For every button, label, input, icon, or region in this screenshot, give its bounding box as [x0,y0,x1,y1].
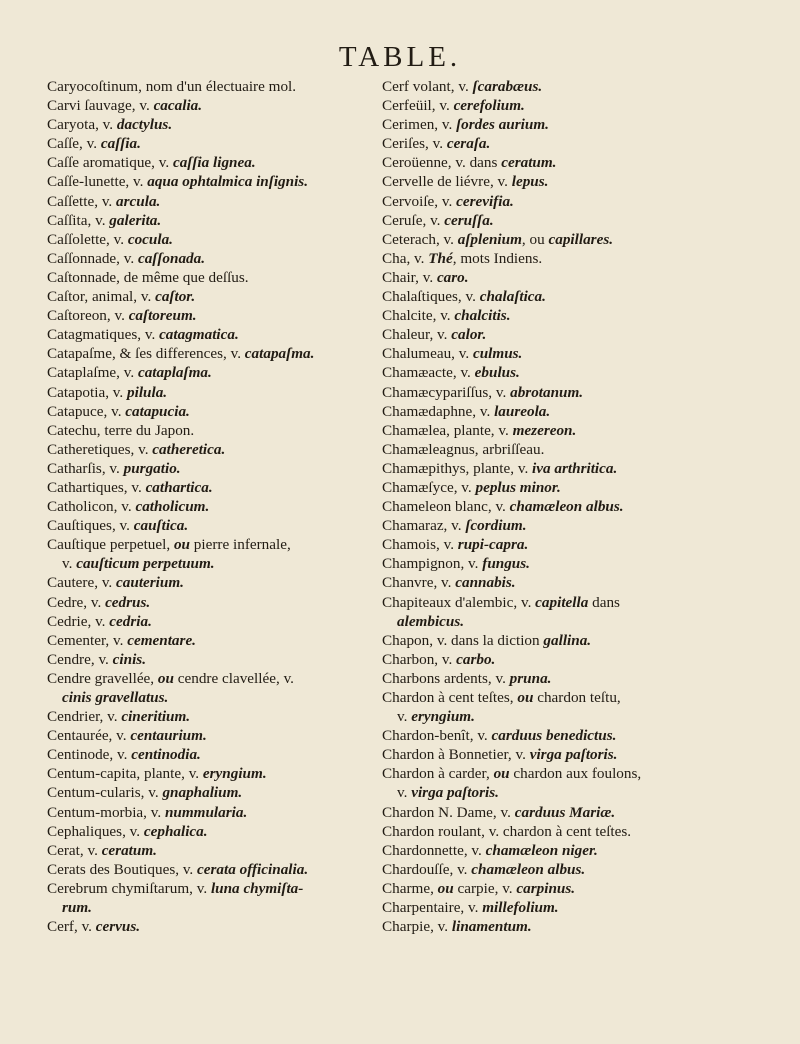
index-entry: Caſſe, v. caſſia. [47,135,141,153]
index-entry: Chamæacte, v. ebulus. [382,364,520,382]
index-entry: Cervelle de liévre, v. lepus. [382,173,549,191]
index-entry: cinis gravellatus. [62,689,169,706]
index-entry: Centaurée, v. centaurium. [47,727,207,745]
index-entry: Centinode, v. centinodia. [47,746,201,764]
index-entry: Cervoiſe, v. cerevifia. [382,192,514,210]
index-entry: Catapaſme, & ſes differences, v. catapaſma. [47,345,315,363]
index-entry: Caſtor, animal, v. caſtor. [47,288,196,306]
index-entry: Charbon, v. carbo. [382,650,496,668]
index-column-right [382,77,712,936]
index-entry: v. eryngium. [397,708,475,726]
index-entry: Cerebrum chymiſtarum, v. luna chymiſta- [47,879,304,897]
index-entry: Chapon, v. dans la diction gallina. [382,631,592,649]
index-entry: Cendre, v. cinis. [47,650,146,668]
index-entry: Chardon N. Dame, v. carduus Mariæ. [382,803,616,821]
index-entry: Charme, ou carpie, v. carpinus. [382,879,576,897]
index-entry: Cedre, v. cedrus. [47,593,151,611]
index-entry: Chameleon blanc, v. chamæleon albus. [382,498,624,516]
index-entry: Cerimen, v. ſordes aurium. [382,116,549,134]
page-title: TABLE. [338,41,462,73]
index-entry: Catholicon, v. catholicum. [47,498,210,516]
index-entry: Cerfeüil, v. cerefolium. [382,97,525,115]
index-entry: Cerat, v. ceratum. [47,841,157,859]
index-entry: Chardouſſe, v. chamæleon albus. [382,860,586,878]
index-entry: Chardonnette, v. chamæleon niger. [382,841,598,859]
index-entry: Chamædaphne, v. laureola. [382,402,551,420]
index-entry: Caſſette, v. arcula. [47,192,161,210]
index-entry: Centum-capita, plante, v. eryngium. [47,765,267,783]
index-entry: Caryocoſtinum, nom d'un électuaire mol. [47,78,297,95]
index-entry: Caryota, v. dactylus. [47,116,173,134]
index-entry: Cementer, v. cementare. [47,631,196,649]
index-entry: Cataplaſme, v. cataplaſma. [47,364,212,382]
index-entry: rum. [62,899,92,917]
index-entry: Catechu, terre du Japon. [47,421,195,439]
index-entry: Centum-morbia, v. nummularia. [47,803,248,821]
index-entry: Caſſe-lunette, v. aqua ophtalmica inſignis. [47,173,309,191]
index-entry: Champignon, v. fungus. [382,555,530,573]
index-entry: Catharſis, v. purgatio. [47,459,181,477]
index-entry: Catheretiques, v. catheretica. [47,440,226,458]
index-entry: Chardon à Bonnetier, v. virga paſtoris. [382,746,618,764]
index-entry: Caſſita, v. galerita. [47,211,162,229]
index-entry: Caſſe aromatique, v. caſſia lignea. [47,154,256,172]
index-entry: Chanvre, v. cannabis. [382,574,516,592]
index-entry: Charpentaire, v. millefolium. [382,899,559,917]
index-entry: Cendrier, v. cineritium. [47,708,191,726]
index-entry: Ceterach, v. aſplenium, ou capillares. [382,230,614,248]
index-entry: Catapuce, v. catapucia. [47,402,190,420]
index-entry: Chaleur, v. calor. [382,326,487,344]
index-entry: Catapotia, v. pilula. [47,383,168,401]
index-entry: Chalaſtiques, v. chalaſtica. [382,288,546,306]
index-entry: Cerats des Boutiques, v. cerata officinalia. [47,860,309,878]
index-entry: Chamæpithys, plante, v. iva arthritica. [382,459,618,477]
index-entry: Caſtonnade, de même que deſſus. [47,268,249,286]
index-entry: Chamæſyce, v. peplus minor. [382,478,561,496]
index-entry: Chair, v. caro. [382,268,469,286]
index-entry: Cha, v. Thé, mots Indiens. [382,249,543,267]
index-entry: Chardon à carder, ou chardon aux foulons, [382,765,642,783]
index-entry: Chamaraz, v. ſcordium. [382,517,527,535]
index-entry: Ceriſes, v. ceraſa. [382,135,491,153]
index-entry: Cerf volant, v. ſcarabæus. [382,78,543,95]
index-column-left [47,77,372,936]
index-entry: Chamæcypariſſus, v. abrotanum. [382,383,584,401]
index-entry: Charbons ardents, v. pruna. [382,669,552,687]
index-entry: Cendre gravellée, ou cendre clavellée, v. [47,669,294,687]
index-entry: Caſtoreon, v. caſtoreum. [47,307,197,325]
index-entry: Caſſonnade, v. caſſonada. [47,249,206,267]
index-entry: Chamois, v. rupi-capra. [382,536,529,554]
index-entry: Charpie, v. linamentum. [382,918,532,936]
index-entry: Centum-cularis, v. gnaphalium. [47,784,243,802]
index-entry: Chamælea, plante, v. mezereon. [382,421,577,439]
index-entry: Chardon à cent teſtes, ou chardon teſtu, [382,689,621,706]
index-entry: Cathartiques, v. cathartica. [47,478,213,496]
index-entry: Cerf, v. cervus. [47,918,141,936]
index-entry: Chamæleagnus, arbriſſeau. [382,440,545,458]
index-entry: Chapiteaux d'alembic, v. capitella dans [382,593,620,611]
index-entry: Chalcite, v. chalcitis. [382,307,511,325]
index-entry: v. cauſticum perpetuum. [62,555,215,573]
index-entry: Ceroüenne, v. dans ceratum. [382,154,557,172]
index-entry: Carvi ſauvage, v. cacalia. [47,97,203,115]
index-entry: Chalumeau, v. culmus. [382,345,523,363]
index-entry: Cedrie, v. cedria. [47,612,152,630]
index-entry: Cauſtiques, v. cauſtica. [47,517,189,535]
index-entry: Ceruſe, v. ceruſſa. [382,211,494,229]
index-entry: Catagmatiques, v. catagmatica. [47,326,239,344]
index-entry: Caſſolette, v. cocula. [47,230,173,248]
index-entry: Chardon-benît, v. carduus benedictus. [382,727,617,745]
index-entry: Chardon roulant, v. chardon à cent teſtes. [382,822,632,840]
index-entry: Cautere, v. cauterium. [47,574,184,592]
index-entry: v. virga paſtoris. [397,784,499,802]
index-entry: Cauſtique perpetuel, ou pierre infernale, [47,536,291,554]
index-entry: alembicus. [397,612,465,630]
index-entry: Cephaliques, v. cephalica. [47,822,208,840]
